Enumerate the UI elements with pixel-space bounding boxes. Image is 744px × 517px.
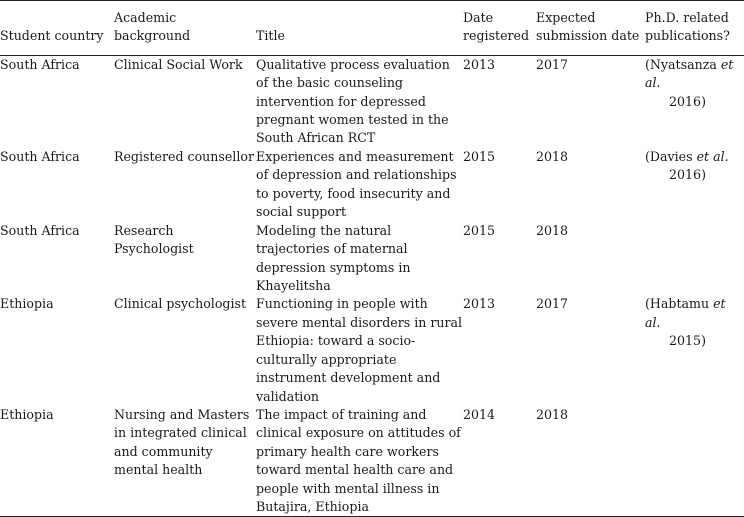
cell-student-country: Ethiopia — [0, 296, 54, 312]
cell-publication — [645, 222, 744, 296]
cell-expected-submission-date: 2018 — [536, 406, 569, 422]
publication-et-al: et al. — [696, 148, 729, 164]
publication-et-al: et al. — [645, 296, 726, 330]
cell-academic-background: Clinical psychologist — [114, 296, 247, 312]
table-header — [0, 1, 744, 56]
header-academic-background: Academic background — [114, 10, 191, 44]
header-phd-publications: Ph.D. related publications? — [645, 10, 730, 44]
cell-title: Experiences and measurement of depression and relationships to poverty, food insecurity and social support — [256, 148, 457, 220]
cell-expected-submission-date: 2018 — [536, 148, 569, 164]
header-title: Title — [256, 28, 285, 44]
cell-title: Qualitative process evaluation of the basic counseling intervention for depressed pregnant women tested in the South African RCT — [256, 56, 450, 146]
cell-publication — [645, 295, 744, 405]
publication-author: (Nyatsanza — [645, 56, 721, 72]
cell-academic-background: Registered counsellor — [114, 148, 254, 164]
publication-citation — [645, 148, 744, 166]
publication-citation — [645, 56, 744, 93]
cell-date-registered: 2014 — [463, 406, 496, 422]
publication-et-al: et al. — [645, 56, 734, 91]
table-row — [0, 148, 744, 222]
cell-date-registered: 2015 — [463, 148, 496, 164]
table-row — [0, 295, 744, 405]
cell-expected-submission-date: 2018 — [536, 222, 569, 238]
cell-expected-submission-date: 2017 — [536, 56, 569, 72]
cell-academic-background: Nursing and Masters in integrated clinical and community mental health — [114, 406, 250, 478]
cell-date-registered: 2013 — [463, 56, 496, 72]
publication-citation — [645, 295, 744, 332]
cell-publication — [645, 55, 744, 148]
cell-title: Modeling the natural trajectories of maternal depression symptoms in Khayelitsha — [256, 222, 411, 294]
cell-publication — [645, 148, 744, 222]
table-row — [0, 406, 744, 517]
cell-title: Functioning in people with severe mental disorders in rural Ethiopia: toward a socio-culturally appropriate instrument development and validation — [256, 296, 463, 404]
cell-student-country: South Africa — [0, 148, 80, 164]
header-expected-submission-date: Expected submission date — [536, 10, 640, 44]
publication-year: 2016) — [669, 167, 706, 183]
cell-academic-background: Clinical Social Work — [114, 56, 243, 72]
publication-year: 2015) — [669, 333, 706, 349]
cell-student-country: South Africa — [0, 56, 80, 72]
header-date-registered: Date registered — [463, 10, 530, 44]
table-body — [0, 55, 744, 517]
table-row — [0, 55, 744, 148]
cell-student-country: South Africa — [0, 222, 80, 238]
publication-author: (Habtamu — [645, 296, 714, 312]
table-row — [0, 222, 744, 296]
cell-academic-background: Research Psychologist — [114, 222, 194, 257]
publication-author: (Davies — [645, 148, 697, 164]
cell-date-registered: 2015 — [463, 222, 496, 238]
cell-student-country: Ethiopia — [0, 406, 54, 422]
cell-date-registered: 2013 — [463, 296, 496, 312]
cell-publication — [645, 406, 744, 517]
header-student-country: Student country — [0, 28, 104, 44]
cell-expected-submission-date: 2017 — [536, 296, 569, 312]
publication-year: 2016) — [669, 93, 706, 109]
cell-title: The impact of training and clinical exposure on attitudes of primary health care workers toward mental health care and people with mental illness in Butajira, Ethiopia — [256, 406, 461, 514]
header-row — [0, 1, 744, 56]
